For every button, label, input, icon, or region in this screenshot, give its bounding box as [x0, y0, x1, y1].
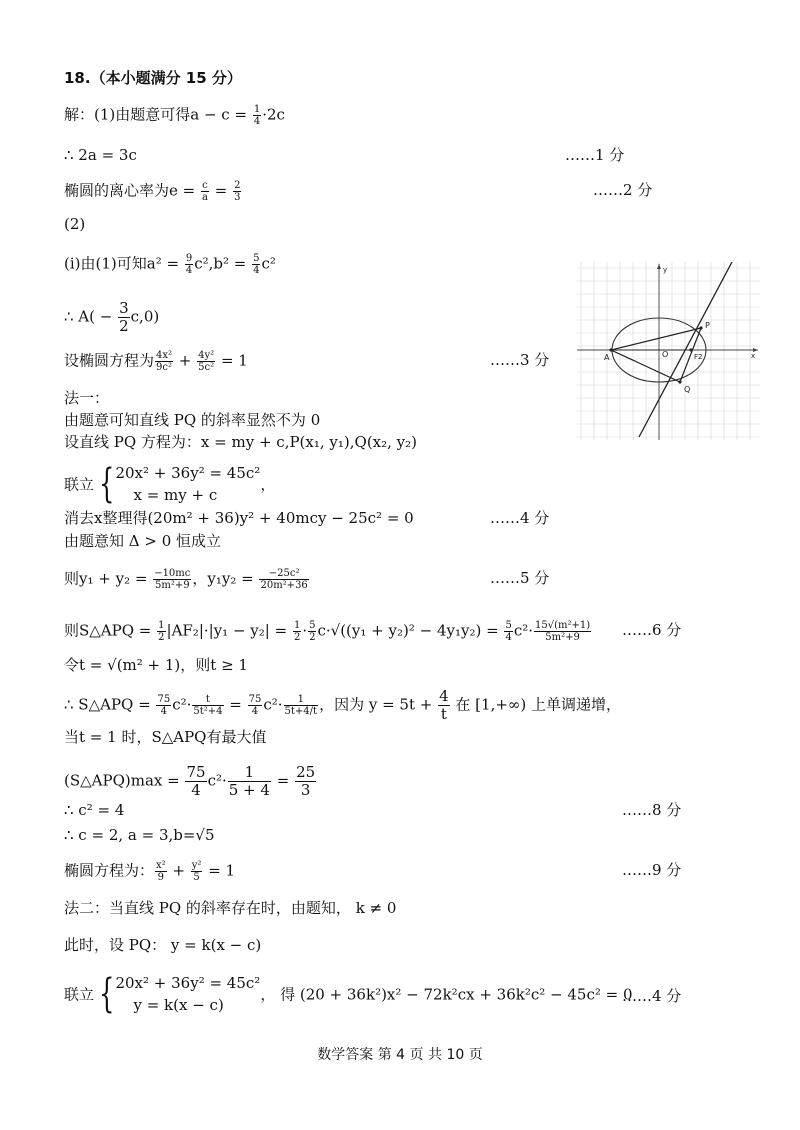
score-mark: ……3 分	[490, 351, 550, 369]
solution-line-12: 消去x整理得(20m² + 36)y² + 40mcy − 25c² = 0	[64, 509, 414, 527]
score-mark: ……9 分	[622, 861, 682, 879]
vieta-line: 则y₁ + y₂ = $\frac{-10mc}{\text{5m²+9}}$ ，y₁y₂ = $\frac{\text{−25c²}}{\text{20m²+36}}$	[64, 568, 308, 591]
method-one-label: 法一：	[64, 389, 110, 407]
system-of-equations: 联立 { 20x² + 36y² = 45c² x = my + c ，	[64, 461, 276, 507]
monotonic-line: ∴ S△APQ = $\frac{75}{4}$ c²· $\frac{t}{\text{5t²+4}}$ = $\frac{75}{4}$ c²· $\frac{1}{5t+4/t}$ ，因为 y = 5t + $\frac{4}{t}$ 在 [1,+∞) 上单调递增，	[64, 687, 622, 723]
max-condition-line: 当t = 1 时，S△APQ有最大值	[64, 728, 267, 746]
ellipse-figure	[577, 262, 760, 440]
label-p: P	[705, 321, 710, 330]
label-y: y	[663, 266, 668, 274]
solution-line-1: 解：(1)由题意可得a − c = $\frac{1}{4}$ ·2c	[64, 104, 285, 127]
label-x: x	[751, 352, 756, 360]
c-squared-line: ∴ c² = 4	[64, 801, 125, 819]
solution-line-5: (i)由(1)可知a² = $\frac{9}{4}$ c²,b² = $\frac{5}{4}$ c²	[64, 253, 276, 276]
final-ellipse-line: 椭圆方程为： $\frac{\text{x²}}{9}$ + $\frac{\text{y²}}{5}$ = 1	[64, 860, 236, 883]
point-a-line: ∴ A( − $\frac{3}{2}$ c,0)	[64, 299, 160, 335]
eccentricity-line: 椭圆的离心率为e = $\frac{c}{a}$ = $\frac{2}{3}$	[64, 180, 241, 203]
label-q: Q	[684, 385, 691, 394]
grid	[577, 262, 760, 440]
score-mark: ……8 分	[622, 801, 682, 819]
area-line: 则S△APQ = $\frac{1}{2}$ |AF₂|·|y₁ − y₂| = $\frac{1}{2}$ · $\frac{5}{2}$ c·√((y₁ + y₂)² − 4y₁y₂) = $\frac{5}{4}$ c²· $\frac{\text{15√(m²+1)}}{\text{5m²+9}}$	[64, 620, 591, 643]
max-area-line: (S△APQ)max = $\frac{75}{4}$ c²· $\frac{1}{5 + 4}$ = $\frac{25}{3}$	[64, 763, 316, 799]
system-of-equations-2: 联立 { 20x² + 36y² = 45c² y = k(x − c) ， 得 (20 + 36k²)x² − 72k²cx + 36k²c² − 45c² = 0	[64, 971, 633, 1017]
score-mark: ……5 分	[490, 569, 550, 587]
score-mark: ……2 分	[593, 181, 653, 199]
score-mark: ……6 分	[622, 621, 682, 639]
score-mark: ……4 分	[490, 509, 550, 527]
score-mark: ……4 分	[622, 987, 682, 1005]
problem-title: 18.（本小题满分 15 分）	[64, 69, 242, 87]
values-line: ∴ c = 2, a = 3,b=√5	[64, 826, 215, 844]
ellipse-equation-line: 设椭圆方程为 $\frac{\text{4x²}}{\text{9c²}}$ + $\frac{\text{4y²}}{\text{5c²}}$ = 1	[64, 350, 248, 373]
score-mark: ……1 分	[565, 146, 625, 164]
page-footer: 数学答案 第 4 页 共 10 页	[317, 1047, 483, 1063]
label-a: A	[604, 353, 610, 362]
solution-line-10: 设直线 PQ 方程为：x = my + c,P(x₁, y₁),Q(x₂, y₂)	[64, 433, 418, 451]
part-2-label: (2)	[64, 215, 86, 233]
label-f2: F2	[694, 353, 703, 361]
method-two-line: 法二：当直线 PQ 的斜率存在时，由题知， k ≠ 0	[64, 899, 397, 917]
solution-line-13: 由题意知 Δ > 0 恒成立	[64, 532, 222, 550]
substitution-line: 令t = √(m² + 1)，则t ≥ 1	[64, 656, 248, 674]
solution-line-2: ∴ 2a = 3c	[64, 146, 137, 164]
fraction: $\frac{1}{4}$	[253, 104, 261, 127]
label-o: O	[662, 350, 669, 359]
triangle-apq	[611, 328, 701, 382]
solution-line-9: 由题意可知直线 PQ 的斜率显然不为 0	[64, 411, 321, 429]
line-pq-setup: 此时，设 PQ： y = k(x − c)	[64, 936, 262, 954]
